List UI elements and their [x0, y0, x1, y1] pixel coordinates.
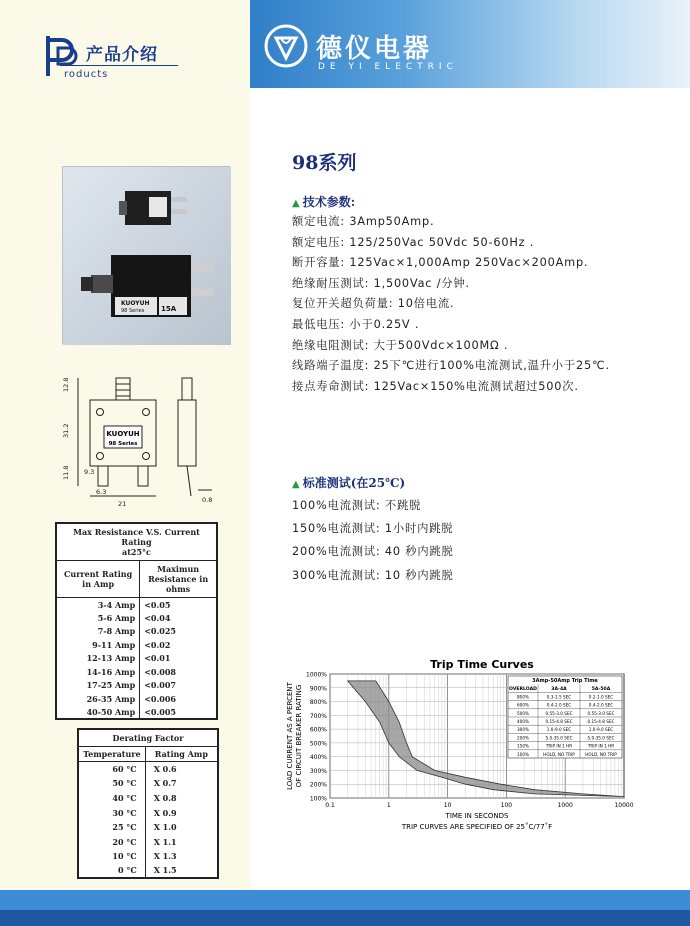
deyi-logo-icon: [264, 24, 308, 68]
derating-table-cell-key: 50 °C: [78, 776, 145, 791]
resistance-table-cell-value: <0.007: [140, 679, 217, 693]
spec-item: 绝缘电阻测试: 大于500Vdc×100MΩ .: [292, 338, 509, 352]
resistance-col-current: Current Rating in Amp: [56, 561, 140, 598]
derating-col-temperature: Temperature: [78, 747, 145, 762]
inset-table-header: 5A-50A: [591, 687, 611, 693]
dim-terminal-width: 9.3: [84, 468, 95, 476]
derating-table-cell-value: X 1.3: [145, 849, 218, 864]
triangle-bullet-icon: ▲: [292, 198, 300, 209]
resistance-table-cell-key: 17-25 Amp: [56, 679, 140, 693]
resistance-table-row: [56, 638, 217, 652]
resistance-table-cell-key: 26-35 Amp: [56, 692, 140, 706]
resistance-table-cell-value: <0.008: [140, 665, 217, 679]
drawing-series: 98 Series: [108, 441, 138, 447]
inset-table-cell: 0.3-1.5 SEC: [546, 694, 572, 700]
chart-x-tick: 10: [443, 802, 452, 809]
resistance-table-cell-value: <0.04: [140, 611, 217, 625]
inset-table-cell: 500%: [517, 710, 529, 716]
inset-table-title: 3Amp-50Amp Trip Time: [532, 678, 598, 684]
inset-table-cell: 5.0-35.0 SEC: [545, 735, 573, 741]
test-item: 100%电流测试: 不跳脱: [292, 499, 422, 512]
dim-height-body: 31.2: [62, 423, 70, 438]
derating-table-cell-value: X 1.1: [145, 834, 218, 849]
resistance-table-cell-key: 9-11 Amp: [56, 638, 140, 652]
dimension-drawing: [56, 370, 232, 520]
inset-table-cell: 0.4-2.0 SEC: [546, 702, 572, 708]
derating-table-row: [78, 791, 218, 806]
footer-band-light: [0, 890, 690, 910]
spec-list: [292, 212, 652, 397]
resistance-table-row: [56, 679, 217, 693]
derating-table-cell-key: 25 °C: [78, 820, 145, 835]
resistance-table-cell-key: 5-6 Amp: [56, 611, 140, 625]
spec-item: 最低电压: 小于0.25V .: [292, 317, 420, 331]
resistance-table-cell-value: <0.02: [140, 638, 217, 652]
resistance-table-cell-key: 12-13 Amp: [56, 652, 140, 666]
resistance-table-cell-value: <0.01: [140, 652, 217, 666]
inset-table-cell: HOLD, NO TRIP: [543, 751, 575, 757]
derating-table-caption: Derating Factor: [78, 729, 218, 747]
inset-table-header: OVERLOAD: [509, 687, 537, 693]
derating-col-rating: Rating Amp: [145, 747, 218, 762]
resistance-table-cell-key: 14-16 Amp: [56, 665, 140, 679]
resistance-table-row: [56, 652, 217, 666]
section-title-cn: 产品介绍: [86, 45, 158, 65]
inset-table-cell: 1.0-9.0 SEC: [546, 727, 572, 733]
triangle-bullet-icon: ▲: [292, 479, 300, 490]
footer-band-dark: [0, 910, 690, 926]
chart-x-label: TIME IN SECONDS: [445, 812, 509, 820]
derating-table-cell-value: X 0.8: [145, 791, 218, 806]
product-photo-drawing: [63, 167, 231, 345]
test-item: 200%电流测试: 40 秒内跳脱: [292, 545, 454, 559]
resistance-table-row: [56, 692, 217, 706]
resistance-col-ohms: Maximun Resistance in ohms: [140, 561, 217, 598]
header-divider: [60, 65, 178, 66]
derating-table-row: [78, 762, 218, 777]
dim-body-width: 21: [118, 500, 127, 508]
derating-table-cell-key: 30 °C: [78, 805, 145, 820]
spec-section-title: ▲ 技术参数:: [292, 195, 356, 209]
resistance-table-cell-key: 3-4 Amp: [56, 598, 140, 612]
derating-table-cell-value: X 0.9: [145, 805, 218, 820]
chart-y-tick: 100%: [309, 795, 327, 803]
spec-item: 额定电压: 125/250Vac 50Vdc 50-60Hz .: [292, 235, 535, 249]
photo-rating-label: 15A: [161, 305, 177, 313]
photo-brand-label: KUOYUH: [121, 300, 150, 307]
derating-table-row: [78, 776, 218, 791]
chart-x-tick: 1: [386, 802, 391, 809]
chart-y-tick: 800%: [309, 699, 327, 707]
brand-name-cn: 德仪电器: [316, 34, 433, 64]
derating-table-row: [78, 820, 218, 835]
derating-table-cell-value: X 1.5: [145, 864, 218, 879]
chart-y-tick: 500%: [309, 740, 327, 748]
chart-footnote: TRIP CURVES ARE SPECIFIED OF 25˚C/77˚F: [401, 823, 553, 831]
derating-table-row: [78, 834, 218, 849]
spec-item: 复位开关超负荷量: 10倍电流.: [292, 297, 455, 311]
inset-table-cell: 200%: [517, 735, 529, 741]
test-section-title: ▲ 标准测试(在25℃): [292, 476, 406, 490]
derating-table-cell-key: 0 °C: [78, 864, 145, 879]
resistance-table-row: [56, 598, 217, 612]
resistance-table: [55, 522, 218, 720]
derating-table-cell-key: 10 °C: [78, 849, 145, 864]
inset-table-cell: 0.15-4.8 SEC: [545, 719, 573, 724]
derating-table-cell-value: X 0.6: [145, 762, 218, 777]
chart-x-tick: 0.1: [325, 802, 335, 809]
dim-height-terminal: 11.8: [62, 465, 70, 480]
resistance-table-row: [56, 611, 217, 625]
resistance-table-cell-key: 40-50 Amp: [56, 706, 140, 720]
resistance-table-row: [56, 706, 217, 720]
derating-table-cell-value: X 0.7: [145, 776, 218, 791]
chart-y-label-line2: OF CIRCUIT BREAKER RATING: [295, 684, 303, 788]
spec-item: 断开容量: 125Vac×1,000Amp 250Vac×200Amp.: [292, 256, 589, 270]
spec-item: 线路端子温度: 25下℃进行100%电流测试,温升小于25℃.: [292, 359, 610, 373]
resistance-table-cell-value: <0.025: [140, 625, 217, 639]
spec-item: 接点寿命测试: 125Vac×150%电流测试超过500次.: [292, 379, 579, 393]
chart-y-tick: 1000%: [306, 671, 327, 679]
chart-y-tick: 200%: [309, 781, 327, 789]
inset-table-cell: 0.15-4.8 SEC: [587, 719, 615, 724]
derating-table-row: [78, 849, 218, 864]
photo-series-label: 98 Series: [121, 308, 145, 314]
inset-table-cell: HOLD, NO TRIP: [585, 751, 617, 757]
derating-table: [77, 728, 219, 879]
chart-y-tick: 400%: [309, 754, 327, 762]
resistance-table-cell-value: <0.05: [140, 598, 217, 612]
inset-table-cell: 600%: [517, 702, 529, 708]
derating-table-row: [78, 805, 218, 820]
inset-table-cell: 5.0-35.0 SEC: [587, 735, 615, 741]
spec-item: 额定电流: 3Amp50Amp.: [292, 215, 435, 228]
chart-x-tick: 100: [500, 802, 513, 809]
section-title-en: roducts: [64, 69, 109, 80]
inset-table-cell: 0.2-1.0 SEC: [588, 694, 614, 700]
resistance-table-cell-value: <0.005: [140, 706, 217, 720]
brand-name-en: DE YI ELECTRIC: [318, 62, 458, 72]
spec-item: 绝缘耐压测试: 1,500Vac /分钟.: [292, 276, 470, 290]
inset-table-cell: 150%: [517, 743, 529, 749]
derating-table-row: [78, 864, 218, 879]
chart-y-tick: 600%: [309, 726, 327, 734]
drawing-brand: KUOYUH: [106, 430, 140, 438]
resistance-table-caption: Max Resistance V.S. Current Rating at25°c: [56, 523, 217, 561]
dim-height-top: 12.8: [62, 377, 70, 392]
derating-table-cell-key: 40 °C: [78, 791, 145, 806]
derating-table-cell-value: X 1.0: [145, 820, 218, 835]
chart-x-tick: 1000: [557, 802, 573, 809]
inset-table-cell: TRIP IN 1 HR: [545, 743, 573, 749]
resistance-table-row: [56, 665, 217, 679]
inset-table-cell: 400%: [517, 719, 529, 724]
trip-time-chart: [282, 652, 644, 848]
resistance-table-cell-key: 7-8 Amp: [56, 625, 140, 639]
test-list: [292, 494, 652, 587]
resistance-table-cell-value: <0.006: [140, 692, 217, 706]
inset-table-cell: 1.0-9.0 SEC: [588, 727, 614, 733]
chart-title: Trip Time Curves: [430, 658, 534, 671]
test-item: 150%电流测试: 1小时内跳脱: [292, 522, 454, 536]
inset-table-header: 3A-4A: [551, 687, 567, 693]
chart-y-tick: 900%: [309, 685, 327, 693]
dim-terminal-spacing: 6.3: [96, 488, 107, 496]
chart-y-label-line1: LOAD CURRENT AS A PERCENT: [286, 682, 294, 790]
inset-table-cell: 0.4-2.0 SEC: [588, 702, 614, 708]
inset-table-cell: 0.55-3.0 SEC: [587, 710, 615, 716]
inset-table-cell: 0.55-3.0 SEC: [545, 710, 573, 716]
test-item: 300%电流测试: 10 秒内跳脱: [292, 568, 454, 582]
inset-table-cell: TRIP IN 1 HR: [587, 743, 615, 749]
derating-table-cell-key: 60 °C: [78, 762, 145, 777]
chart-y-tick: 300%: [309, 767, 327, 775]
chart-y-tick: 700%: [309, 712, 327, 720]
chart-x-tick: 10000: [614, 802, 634, 809]
resistance-table-row: [56, 625, 217, 639]
series-title: 98系列: [292, 152, 357, 174]
inset-table-cell: 100%: [517, 751, 529, 757]
inset-table-cell: 300%: [517, 727, 529, 733]
product-photo: [62, 166, 230, 344]
page-header: [0, 0, 690, 88]
inset-table-cell: 800%: [517, 694, 529, 700]
derating-table-cell-key: 20 °C: [78, 834, 145, 849]
dim-terminal-thickness: 0.8: [202, 496, 213, 504]
